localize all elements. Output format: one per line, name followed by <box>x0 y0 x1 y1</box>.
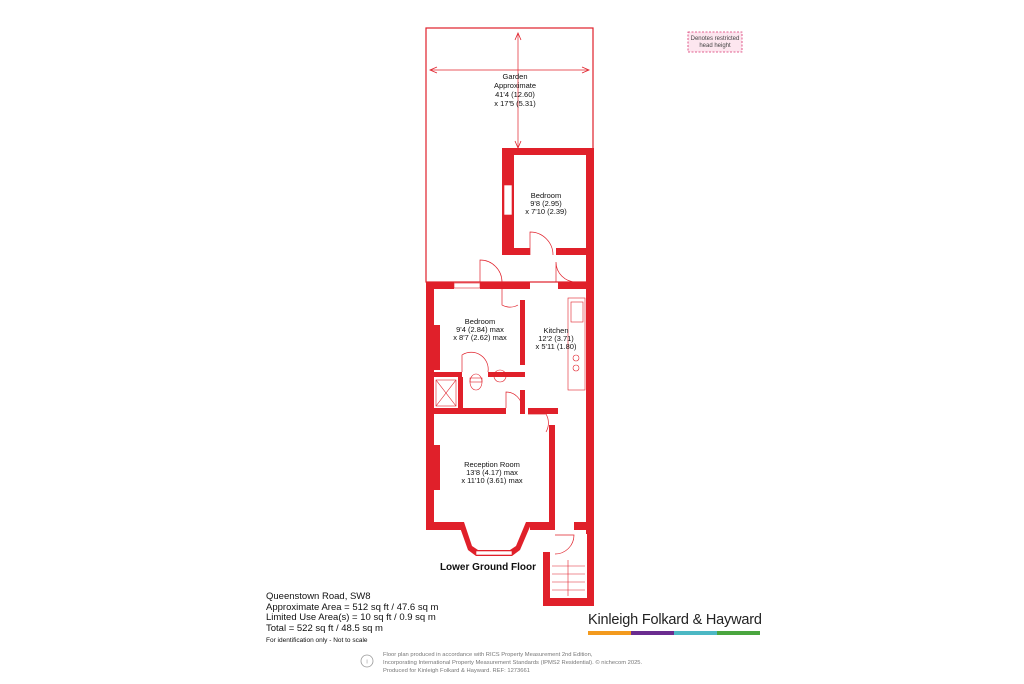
brand-color-bars <box>588 631 760 635</box>
wall <box>502 248 530 255</box>
svg-text:i: i <box>366 659 368 666</box>
door-swing <box>528 414 548 432</box>
door-swing <box>502 289 518 307</box>
wall <box>434 408 506 414</box>
wall <box>587 530 594 606</box>
brand-logo <box>588 612 760 635</box>
reception-dim1: 13'8 (4.17) max <box>466 468 518 477</box>
brand-bar-purple <box>631 631 674 635</box>
approximate-area: Approximate Area = 512 sq ft / 47.6 sq m <box>266 601 439 613</box>
ipms-icon <box>360 654 374 668</box>
wall <box>549 425 555 523</box>
walls <box>426 148 594 606</box>
wall <box>528 408 558 414</box>
wall <box>426 282 434 530</box>
property-info <box>266 592 438 647</box>
floor-label: Lower Ground Floor <box>439 562 537 573</box>
wall <box>543 598 594 606</box>
room-label-bedroom-rear <box>525 191 567 216</box>
wall <box>586 148 594 282</box>
sink <box>571 302 583 322</box>
kitchen-name: Kitchen <box>543 326 569 335</box>
bedroom-middle-dim1: 9'4 (2.84) max <box>456 325 504 334</box>
door-swing <box>555 535 574 554</box>
window <box>454 283 480 288</box>
legend-text-line2: head height <box>699 43 731 49</box>
wall <box>488 372 525 377</box>
total-area: Total = 522 sq ft / 48.5 sq m <box>266 622 383 634</box>
brand-name: Kinleigh Folkard & Hayward <box>588 612 762 628</box>
window <box>504 185 512 215</box>
garden-dim1: 41'4 (12.60) <box>495 90 535 99</box>
wall <box>426 445 440 490</box>
room-label-bedroom-middle <box>453 317 507 342</box>
wall <box>520 300 525 365</box>
wall <box>426 522 462 530</box>
bedroom-rear-dim1: 9'8 (2.95) <box>530 199 562 208</box>
brand-bar-orange <box>588 631 631 635</box>
door-swing <box>530 232 553 255</box>
room-label-reception <box>461 460 523 485</box>
footer-line2: Incorporating International Property Measurement Standards (IPMS2 Residential). © nichecom 2025. <box>383 660 643 666</box>
address: Queenstown Road, SW8 <box>266 591 371 602</box>
wall <box>426 325 440 370</box>
wall <box>434 372 462 377</box>
legend-text-line1: Denotes restricted <box>690 36 740 42</box>
kitchen-dim2: x 5'11 (1.80) <box>535 342 577 351</box>
door-swing <box>462 352 488 372</box>
footer-line1: Floor plan produced in accordance with RICS Property Measurement 2nd Edition, <box>383 652 593 658</box>
hob-ring <box>573 365 579 371</box>
garden-name: Garden <box>502 72 528 81</box>
wall <box>458 377 463 409</box>
room-label-garden <box>494 72 536 108</box>
reception-dim2: x 11'10 (3.61) max <box>461 476 523 485</box>
brand-bar-green <box>717 631 760 635</box>
hob-ring <box>573 355 579 361</box>
wall <box>426 282 454 289</box>
wall <box>543 552 550 606</box>
bedroom-middle-name: Bedroom <box>464 317 496 326</box>
wall <box>586 282 594 534</box>
wall <box>480 282 530 289</box>
wall <box>556 248 586 255</box>
footer-notes <box>383 651 642 675</box>
reception-name: Reception Room <box>464 460 520 469</box>
restricted-height-legend <box>688 32 742 52</box>
brand-bar-teal <box>674 631 717 635</box>
doors <box>462 232 576 554</box>
footer-line3: Produced for Kinleigh Folkard & Hayward. REF: 1273661 <box>383 668 530 674</box>
legend-box <box>688 32 742 52</box>
wall <box>574 522 594 530</box>
bedroom-rear-name: Bedroom <box>530 191 562 200</box>
door-swing <box>506 392 522 408</box>
toilet-cistern <box>470 378 482 382</box>
garden-dim2: x 17'5 (5.31) <box>494 99 536 108</box>
bedroom-middle-dim2: x 8'7 (2.62) max <box>453 333 507 342</box>
limited-use-area: Limited Use Area(s) = 10 sq ft / 0.9 sq m <box>266 612 436 624</box>
bedroom-rear-dim2: x 7'10 (2.39) <box>525 207 567 216</box>
disclaimer: For identification only - Not to scale <box>266 637 368 645</box>
wall <box>530 522 555 530</box>
room-label-kitchen <box>536 326 577 351</box>
door-swing <box>556 262 576 282</box>
wall <box>502 148 594 155</box>
window <box>476 551 512 555</box>
kitchen-dim1: 12'2 (3.71) <box>538 334 574 343</box>
door-swing <box>480 260 502 282</box>
garden-line2: Approximate <box>493 81 537 90</box>
